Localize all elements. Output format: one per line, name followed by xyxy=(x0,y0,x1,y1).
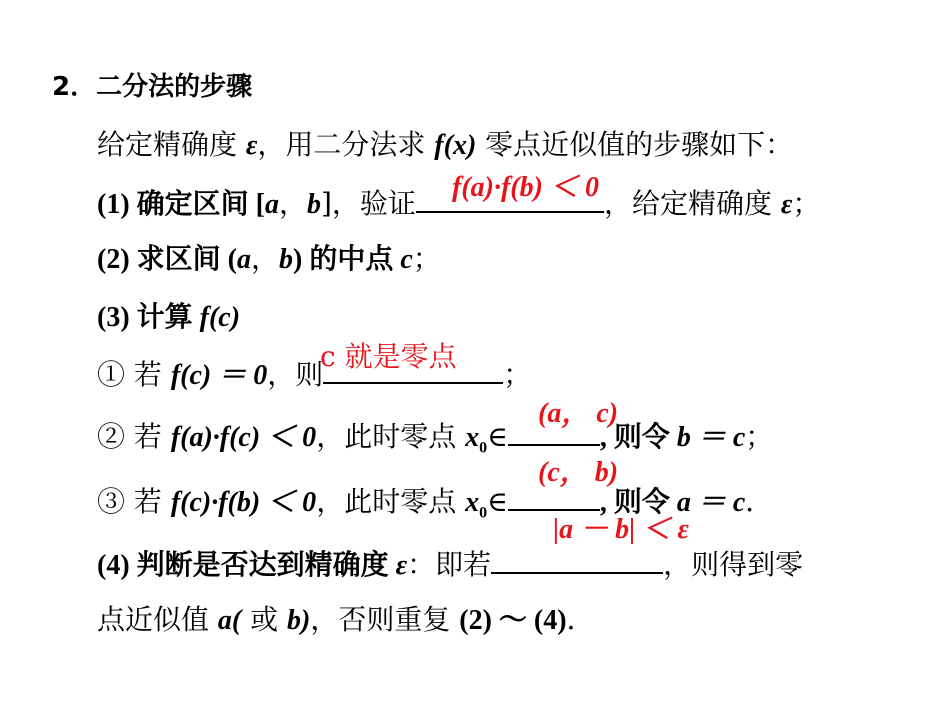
answer-3: (a， c) xyxy=(538,398,619,429)
step-3: (3) 计算 f(c) xyxy=(97,302,241,333)
step-4: (4) 判断是否达到精确度 ε：即若 ，则得到零 xyxy=(97,548,804,581)
answer-blank-4 xyxy=(508,483,600,511)
answer-2: c 就是零点 xyxy=(320,340,457,373)
intro-line: 给定精确度 ε，用二分法求 f(x) 零点近似值的步骤如下： xyxy=(97,128,794,161)
answer-1: f(a)·f(b) ＜ 0 xyxy=(452,172,599,203)
case-2: ② 若 f(a)·f(c) ＜ 0，此时零点 $x_0\in$ , 则令 b ＝ c； xyxy=(97,420,774,457)
answer-5: |a － b| ＜ ε xyxy=(553,514,689,545)
case-1: ① 若 f(c) ＝ 0，则 ； xyxy=(97,358,532,391)
step-2: (2) 求区间 (a，b) 的中点 c； xyxy=(97,242,441,275)
case-3: ③ 若 f(c)·f(b) ＜ 0，此时零点 $x_0\in$ , 则令 a ＝ c． xyxy=(97,485,774,522)
section-title xyxy=(52,70,252,104)
step-4-continued: 点近似值 a( 或 b)，否则重复 (2) ～ (4)． xyxy=(97,603,595,636)
answer-blank-2 xyxy=(323,356,503,384)
section-heading: 二分法的步骤 xyxy=(96,72,253,102)
answer-blank-5 xyxy=(491,546,663,574)
answer-4: (c， b) xyxy=(538,457,619,488)
section-number: 2． xyxy=(52,72,97,102)
step-1: (1) 确定区间 [a，b]，验证 ，给定精确度 ε； xyxy=(97,187,821,220)
answer-blank-3 xyxy=(508,418,600,446)
